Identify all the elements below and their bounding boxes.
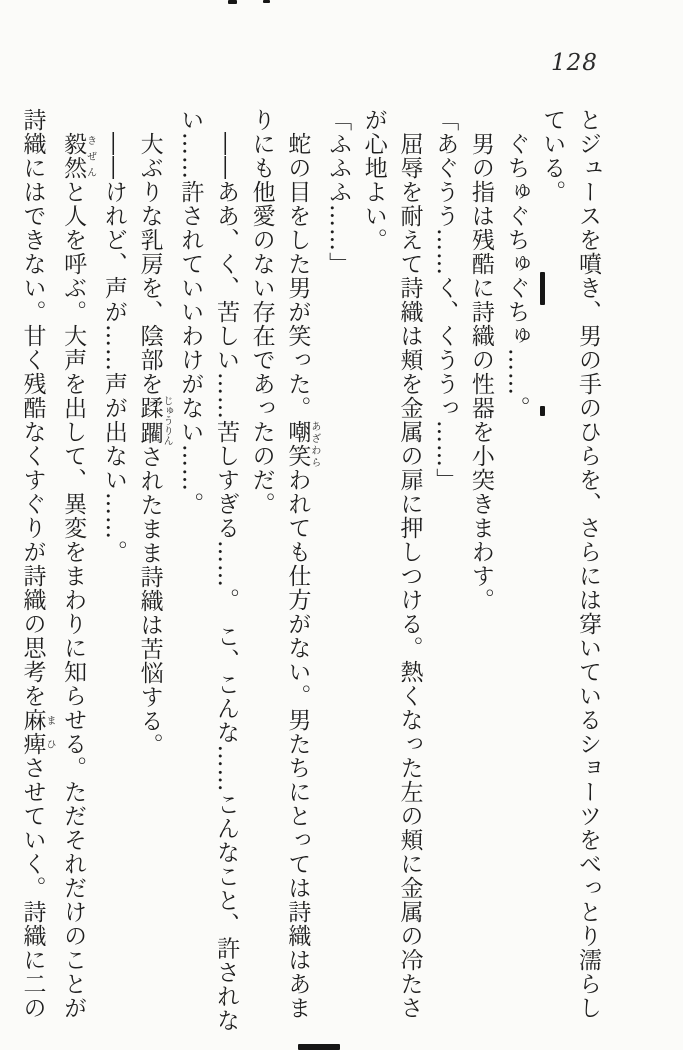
text-line: ぐちゅぐちゅぐちゅ……。: [503, 108, 530, 420]
scan-artifact-mark: [298, 1044, 340, 1050]
scan-artifact-mark: [540, 272, 545, 305]
text-line: 「あぐうう……く、くううっ……」: [432, 108, 459, 492]
text-line: 蛇の目をした男が笑った。嘲笑あざわらわれても仕方がない。男たちにとっては詩織はあま: [284, 108, 320, 1020]
ruby-annotated-word: 嘲笑あざわら: [284, 420, 320, 468]
text-line: が心地よい。: [360, 108, 387, 252]
text-block: [14, 108, 605, 1048]
text-line: 大ぶりな乳房を、陰部を蹂躙じゅうりんされたまま詩織は苦悩する。: [136, 108, 173, 757]
text-line: 「ふふふ……」: [325, 108, 352, 276]
scan-artifact-mark: [263, 0, 270, 3]
page-number: 128: [551, 50, 598, 76]
text-line: 男の指は残酷に詩織の性器を小突きまわす。: [467, 108, 494, 612]
text-line: ――けれど、声が……声が出ない……。: [100, 108, 127, 564]
text-line: ――ああ、く、苦しい……苦しすぎる……。 こ、こんな……こんなこと、許されな: [212, 108, 239, 1033]
text-line: い……許されていいわけがない……。: [177, 108, 204, 516]
scan-artifact-mark: [540, 406, 545, 416]
text-line: りにも他愛のない存在であったのだ。: [248, 108, 275, 516]
text-line: ている。: [539, 108, 566, 204]
ruby-annotated-word: 蹂躙じゅうりん: [136, 395, 173, 446]
ruby-annotated-word: 毅然きぜん: [60, 132, 96, 180]
text-line: とジュースを噴き、男の手のひらを、さらには穿いているショーツをべっとり濡らし: [575, 108, 601, 1020]
text-line: 詩織にはできない。甘く残酷なくすぐりが詩織の思考を麻痺まひさせていく。詩織に二の: [19, 108, 55, 1020]
text-line: 屈辱を耐えて詩織は頬を金属の扉に押しつける。熱くなった左の頬に金属の冷たさ: [396, 108, 423, 1020]
ruby-annotated-word: 麻痺まひ: [19, 708, 55, 756]
scan-artifact-mark: [228, 0, 237, 4]
text-line: 毅然きぜんと人を呼ぶ。大声を出して、異変をまわりに知らせる。ただそれだけのことが: [60, 132, 96, 1020]
